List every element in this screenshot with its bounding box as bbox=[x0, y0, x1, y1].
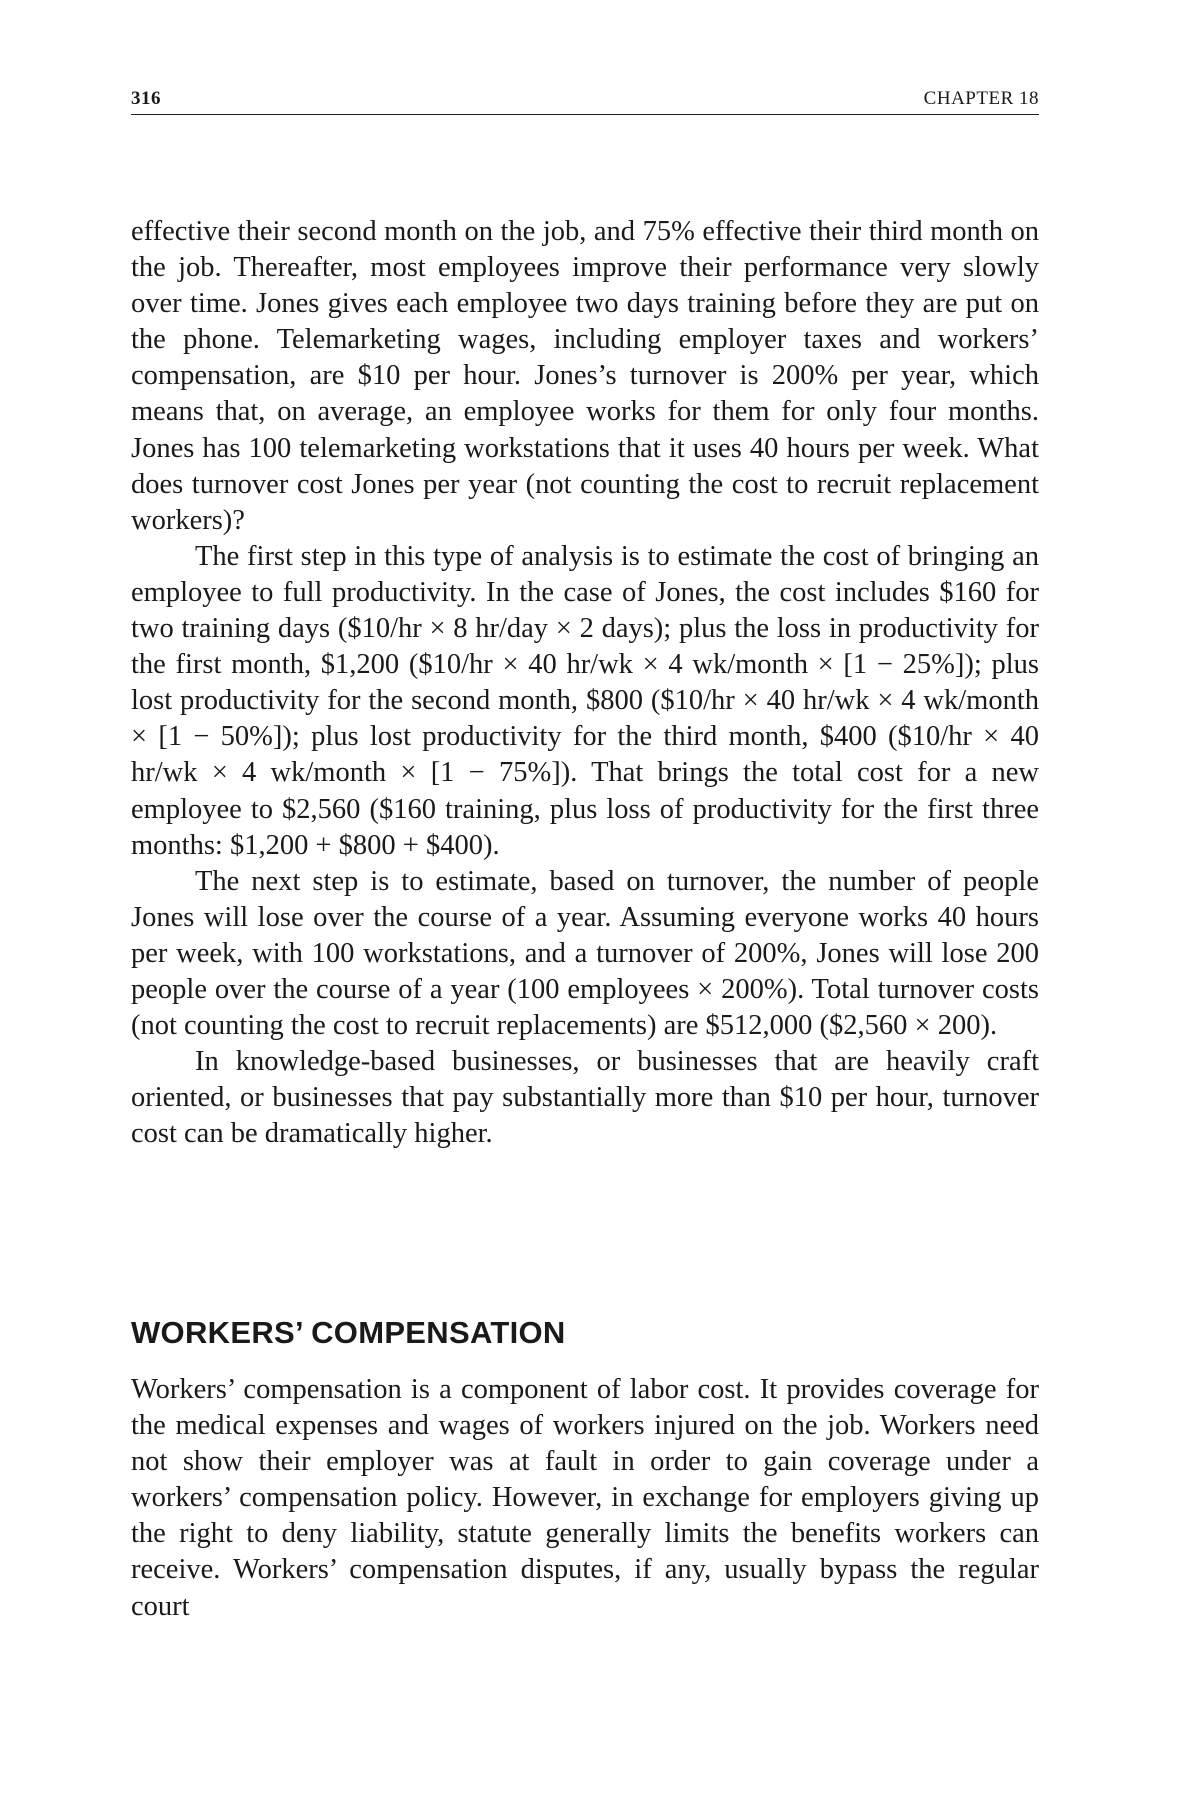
paragraph-knowledge-businesses: In knowledge-based businesses, or businesses that are heavily craft oriented, or businesses that pay substantially more than $10 per hour, turnover cost can be dramatically higher. bbox=[131, 1046, 1039, 1150]
page-number: 316 bbox=[131, 88, 161, 109]
chapter-label: CHAPTER 18 bbox=[923, 88, 1039, 109]
running-head bbox=[131, 86, 1039, 115]
paragraph-turnover-estimate: The next step is to estimate, based on turnover, the number of people Jones will lose over the course of a year. Assuming everyone works 40 hours per week, with 100 workstations, and a turnover of 200%, Jones will lose 200 people over the course of a year (100 employees × 200%). Total turnover costs (not counting the cost to recruit replacements) are $512,000 ($2,560 × 200). bbox=[131, 865, 1039, 1042]
paragraph-cost-analysis: The first step in this type of analysis is to estimate the cost of bringing an employee to full productivity. In the case of Jones, the cost includes $160 for two training days ($10/hr × 8 hr/day × 2 days); plus the loss in productivity for the first month, $1,200 ($10/hr × 40 hr/wk × 4 wk/month × [1 − 25%]); plus lost productivity for the second month, $800 ($10/hr × 40 hr/wk × 4 wk/month × [1 − 50%]); plus lost productivity for the third month, $400 ($10/hr × 40 hr/wk × 4 wk/month × [1 − 75%]). That brings the total cost for a new employee to $2,560 ($160 training, plus loss of productivity for the first three months: $1,200 + $800 + $400). bbox=[131, 540, 1039, 861]
section-body-text bbox=[131, 1372, 1039, 1625]
paragraph-continued: effective their second month on the job, and 75% effective their third month on the job. Thereafter, most employees improve their performance very slowly over time. Jones gives each employee two days training before they are put on the phone. Telemarketing wages, including employer taxes and workers’ compensation, are $10 per hour. Jones’s turnover is 200% per year, which means that, on average, an employee works for them for only four months. Jones has 100 telemarketing workstations that it uses 40 hours per week. What does turnover cost Jones per year (not counting the cost to recruit replacement workers)? bbox=[131, 216, 1039, 536]
body-text bbox=[131, 214, 1039, 1152]
paragraph-workers-compensation: Workers’ compensation is a component of labor cost. It provides coverage for the medical expenses and wages of workers injured on the job. Workers need not show their employer was at fault in order to gain coverage under a workers’ compensation policy. However, in exchange for employers giving up the right to deny liability, statute generally limits the benefits workers can receive. Workers’ compensation disputes, if any, usually bypass the regular court bbox=[131, 1374, 1039, 1622]
section-heading-workers-compensation: WORKERS’ COMPENSATION bbox=[131, 1315, 566, 1350]
